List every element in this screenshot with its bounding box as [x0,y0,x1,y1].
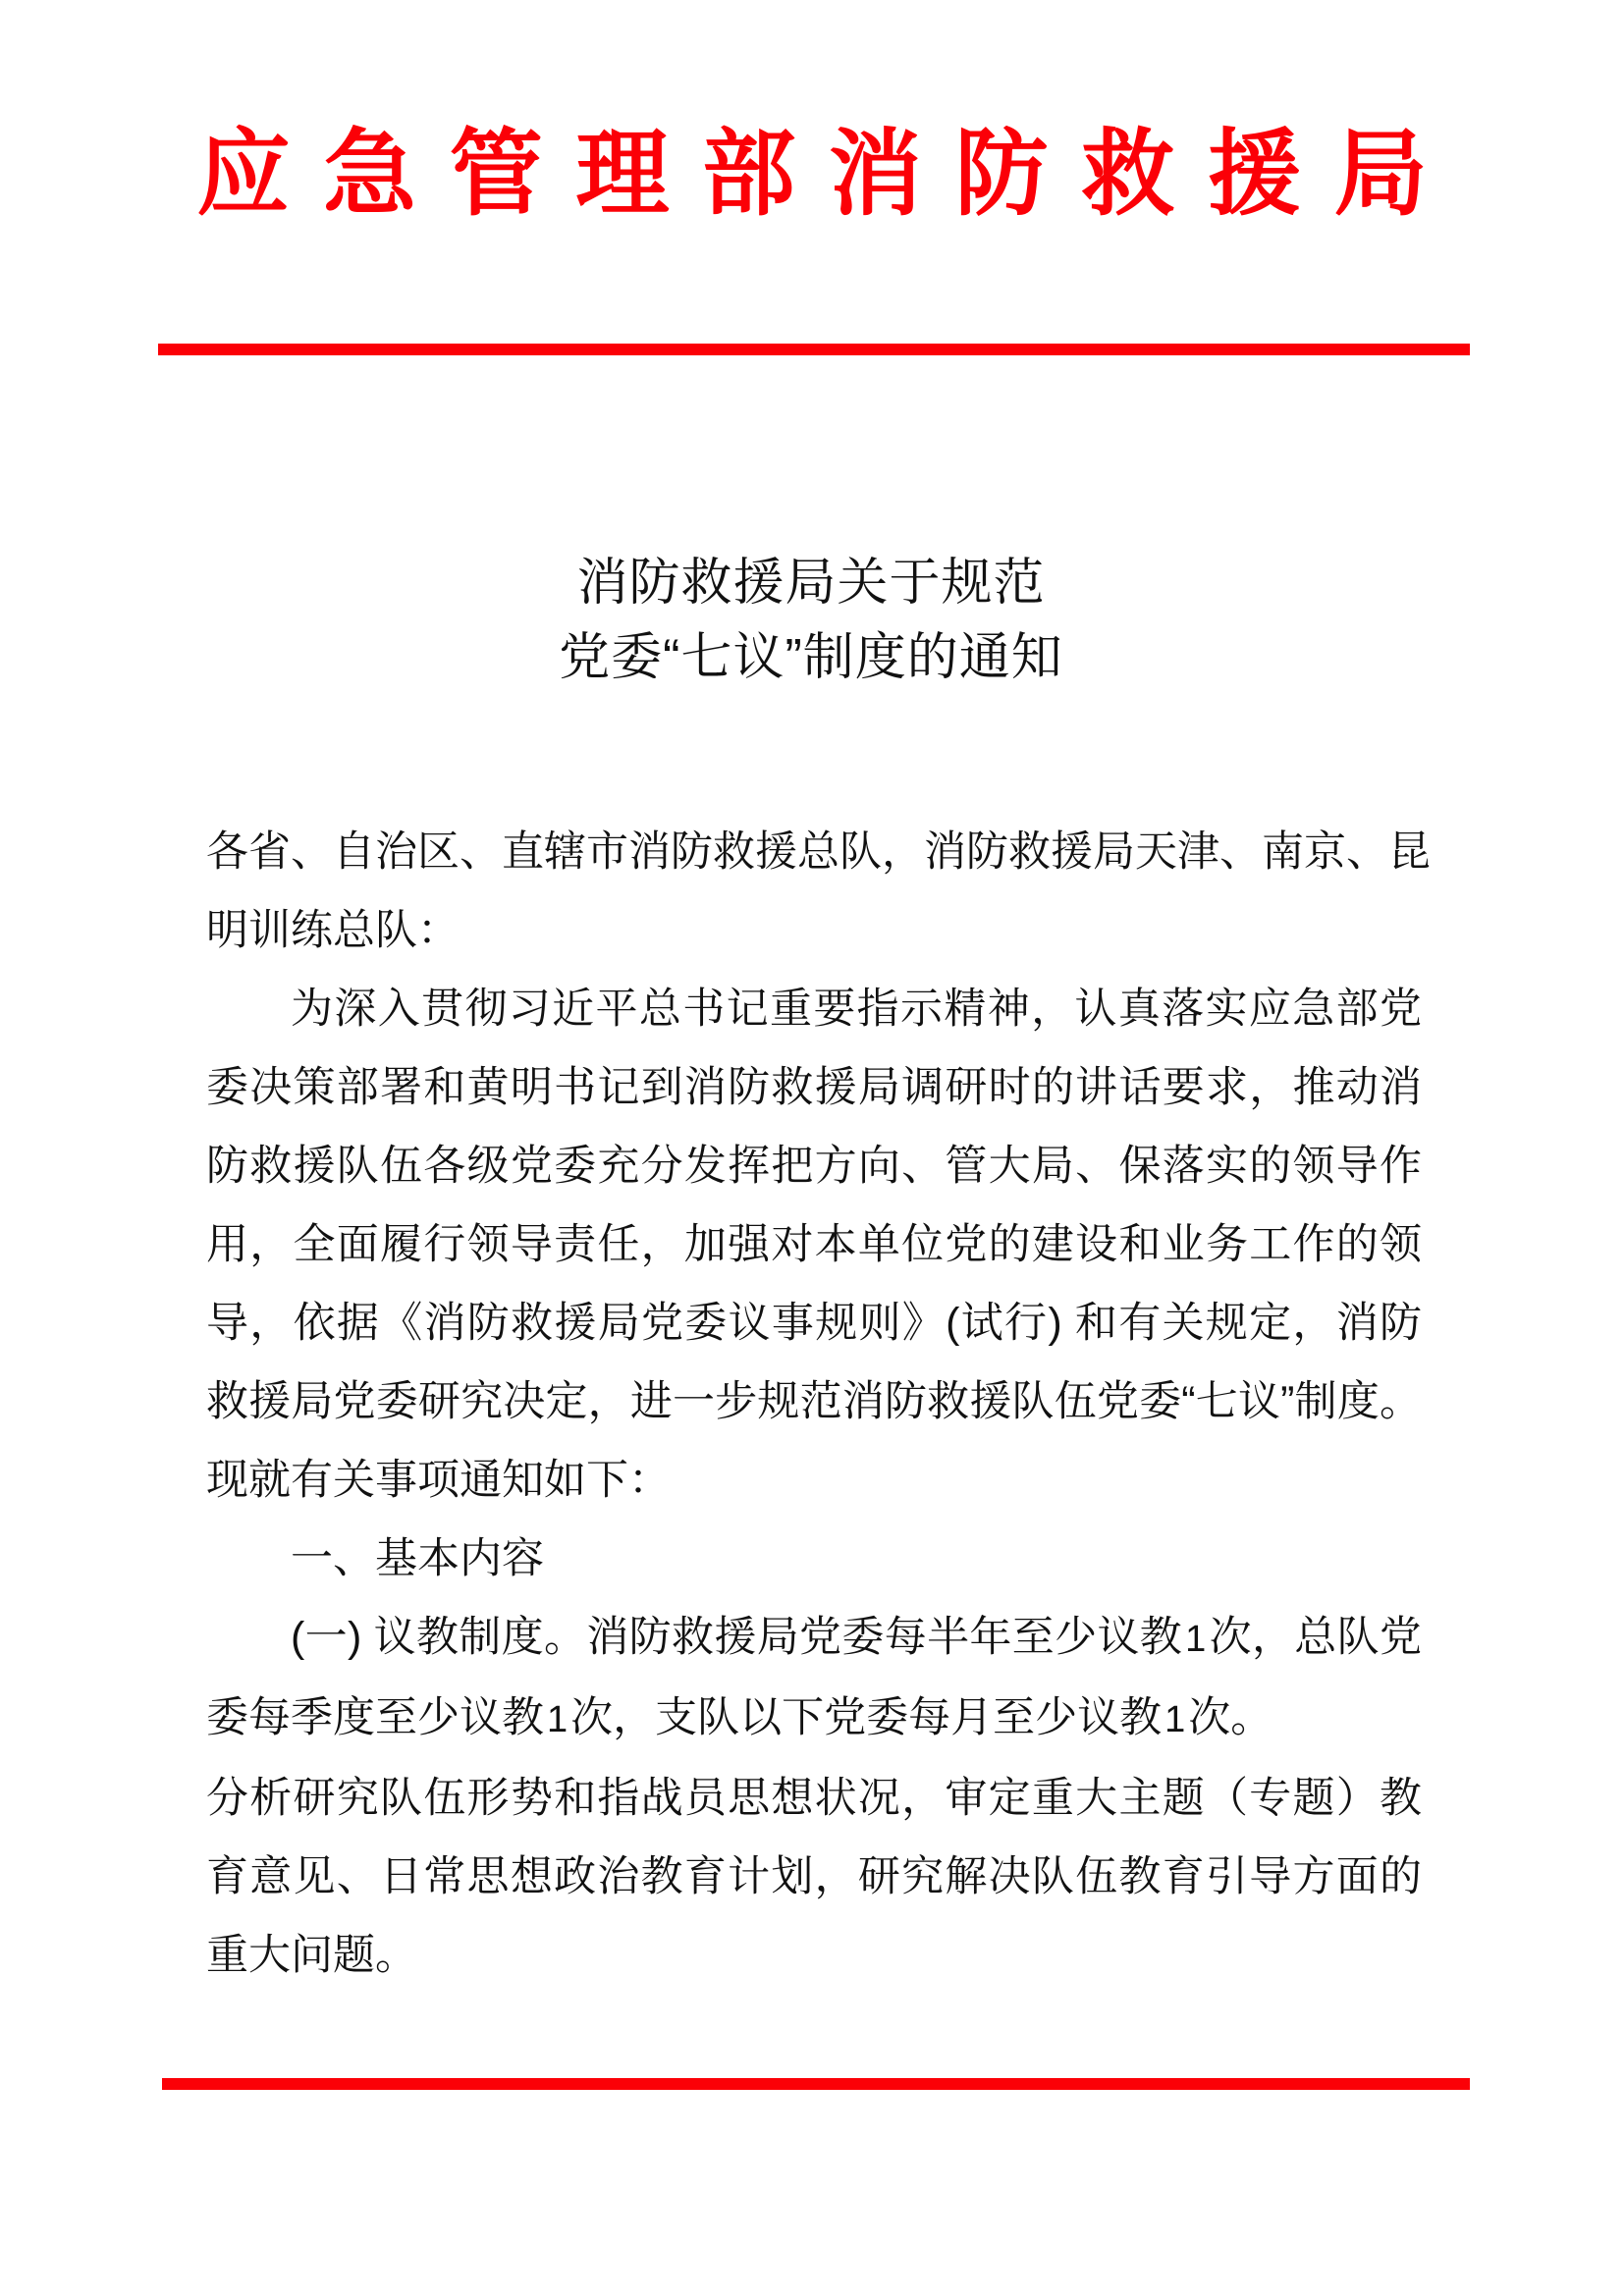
body-item-1 [206,1598,1422,1759]
document-title-line-1: 消防救援局关于规范 [576,555,1046,612]
body-item-1-continuation: 分析研究队伍形势和指战员思想状况，审定重大主题（专题）教育意见、日常思想政治教育计划，研究解决队伍教育引导方面的重大问题。 [206,1775,1422,1979]
body-item-1-mid-a: 次，总队党委每季度至少议教 [206,1614,1422,1741]
letterhead-organization-name: 应急管理部消防救援局 [196,122,1461,227]
document-body [206,813,1431,1995]
body-item-1-suffix: 次。 [1188,1694,1273,1741]
document-title-line-2: 党委“七议”制度的通知 [559,629,1063,686]
body-item-1-count-a: 1 [1185,1619,1207,1660]
letterhead [0,124,1624,226]
letterhead-red-rule-top [158,344,1470,355]
addressee-line-1: 各省、自治区、直辖市消防救援总队，消防救援局天津、南京、昆 [206,828,1431,876]
body-item-1-count-c: 1 [1164,1699,1186,1740]
section-heading-1: 一、基本内容 [291,1535,544,1582]
body-item-1-prefix: (一) 议教制度。消防救援局党委每半年至少议教 [291,1614,1183,1661]
body-paragraph-1: 为深入贯彻习近平总书记重要指示精神，认真落实应急部党委决策部署和黄明书记到消防救援局调研时的讲话要求，推动消防救援队伍各级党委充分发挥把方向、管大局、保落实的领导作用，全面履行领导责任，加强对本单位党的建设和业务工作的领导，依据《消防救援局党委议事规则》(试行) 和有关规定，消防救援局党委研究决定，进一步规范消防救援队伍党委“七议”制度。现就有关事项通知如下： [206,986,1422,1504]
document-title [206,546,1416,695]
body-item-1-mid-b: 次，支队以下党委每月至少议教 [570,1694,1163,1741]
body-item-1-count-b: 1 [547,1699,568,1740]
addressee-line-2: 明训练总队： [206,907,460,954]
footer-red-rule-bottom [162,2078,1470,2090]
